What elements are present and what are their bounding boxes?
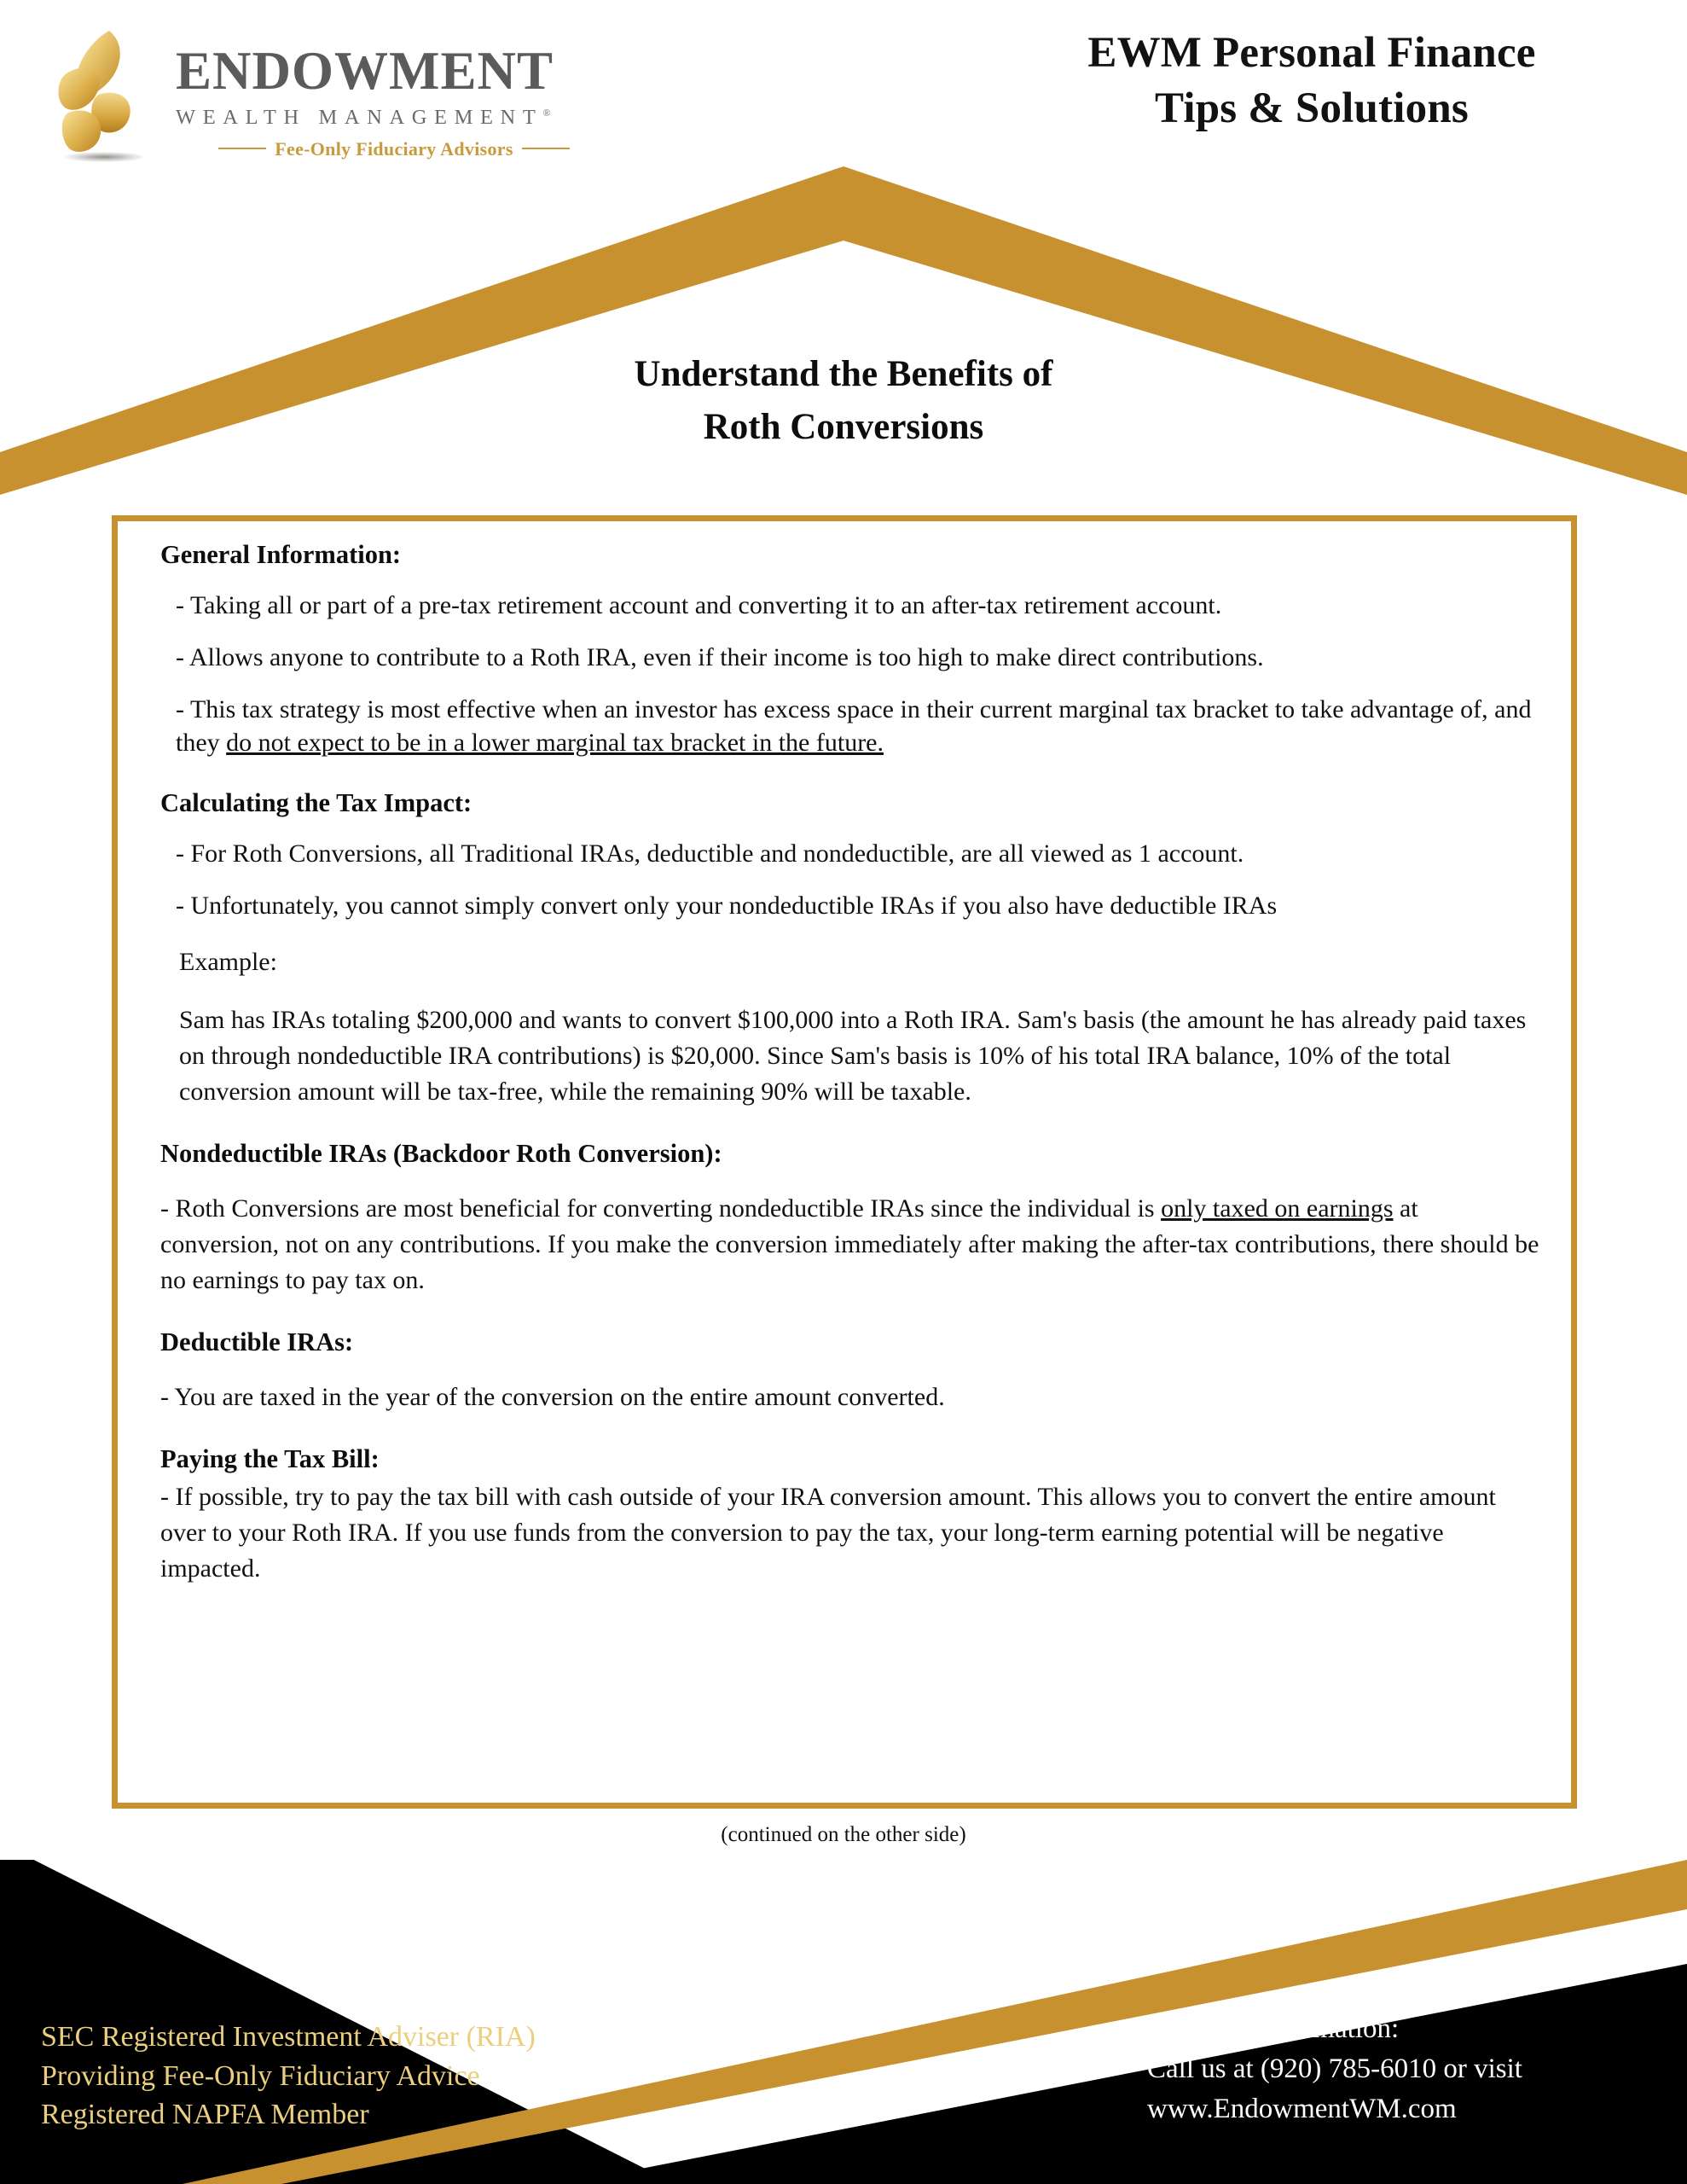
footer-left-line1: SEC Registered Investment Adviser (RIA) (41, 2021, 536, 2053)
section-heading-nondeductible-iras: Nondeductible IRAs (Backdoor Roth Conversion): (160, 1139, 722, 1168)
page-title-line2: Roth Conversions (703, 407, 984, 448)
bullet-calc-1: - For Roth Conversions, all Traditional IRAs, deductible and nondeductible, are all viewed as 1 account. (176, 839, 1244, 868)
logo-name: ENDOWMENT (176, 41, 554, 101)
section-heading-calculating-tax-impact: Calculating the Tax Impact: (160, 788, 472, 817)
example-body: Sam has IRAs totaling $200,000 and wants to convert $100,000 into a Roth IRA. Sam's basis (the amount he has already paid taxes on through nondeductible IRA contributions) is $20,000. Since Sam's basis is 10% of his total IRA balance, 10% of the total conversion amount will be tax-free, while the remaining 90% will be taxable. (179, 1006, 1527, 1106)
logo-wordmark (176, 41, 636, 160)
bullet-general-3 (176, 693, 1542, 759)
newsletter-title (988, 26, 1636, 137)
document-footer (0, 1860, 1687, 2184)
newsletter-title-line2: Tips & Solutions (1155, 84, 1469, 133)
bullet-general-3-underlined: do not expect to be in a lower marginal tax bracket in the future. (226, 729, 884, 757)
logo-subtitle: WEALTH MANAGEMENT® (176, 106, 551, 129)
bullet-calc-2: - Unfortunately, you cannot simply convert only your nondeductible IRAs if you also have deductible IRAs (176, 892, 1278, 920)
footer-left-line2: Providing Fee-Only Fiduciary Advice (41, 2059, 480, 2092)
footer-right-block (1147, 2009, 1625, 2129)
section-heading-paying-tax-bill: Paying the Tax Bill: (160, 1444, 380, 1473)
nondeductible-body-part1: - Roth Conversions are most beneficial for converting nondeductible IRAs since the individual is (160, 1194, 1162, 1223)
continued-note: (continued on the other side) (721, 1823, 966, 1846)
footer-website-link[interactable]: www.EndowmentWM.com (1147, 2093, 1457, 2124)
page-title-line1: Understand the Benefits of (634, 354, 1053, 394)
content-box (112, 515, 1577, 1809)
company-logo (49, 24, 646, 195)
nondeductible-body-underlined: only taxed on earnings (1161, 1194, 1394, 1223)
tagline-rule-right (522, 148, 570, 149)
bullet-general-1: - Taking all or part of a pre-tax retirement account and converting it to an after-tax retirement account. (176, 591, 1222, 619)
footer-left-block (41, 2018, 689, 2135)
section-heading-general-information: General Information: (160, 540, 402, 569)
example-label: Example: (179, 948, 277, 976)
nondeductible-body-part2: at conversion, not on any contributions. If you make the conversion immediately after making the after-tax contributions, there should be no earnings to pay tax on. (160, 1194, 1539, 1294)
document-header (0, 0, 1687, 222)
page-title (0, 348, 1687, 455)
paying-tax-bill-body: - If possible, try to pay the tax bill with cash outside of your IRA conversion amount. This allows you to convert the entire amount over to your Roth IRA. If you use funds from the conversion to pay the tax, your long-term earning potential will be negative impacted. (160, 1483, 1496, 1583)
footer-left-line3: Registered NAPFA Member (41, 2099, 369, 2131)
endowment-leaf-logo-icon (49, 27, 160, 155)
section-heading-deductible-iras: Deductible IRAs: (160, 1327, 354, 1356)
bullet-general-3-text: - This tax strategy is most effective when an investor has excess space in their current marginal tax bracket to take advantage of, and they (176, 695, 1532, 757)
tagline-rule-left (218, 148, 266, 149)
footer-right-line1: For more information: (1147, 2013, 1400, 2044)
newsletter-title-line1: EWM Personal Finance (1087, 29, 1536, 77)
deductible-body: - You are taxed in the year of the conversion on the entire amount converted. (160, 1383, 945, 1411)
nondeductible-body (160, 1191, 1542, 1298)
bullet-general-2: - Allows anyone to contribute to a Roth IRA, even if their income is too high to make direct contributions. (176, 643, 1264, 671)
footer-right-line2: Call us at (920) 785-6010 or visit (1147, 2053, 1522, 2084)
logo-shadow (65, 152, 143, 162)
logo-tagline: Fee-Only Fiduciary Advisors (176, 138, 612, 160)
